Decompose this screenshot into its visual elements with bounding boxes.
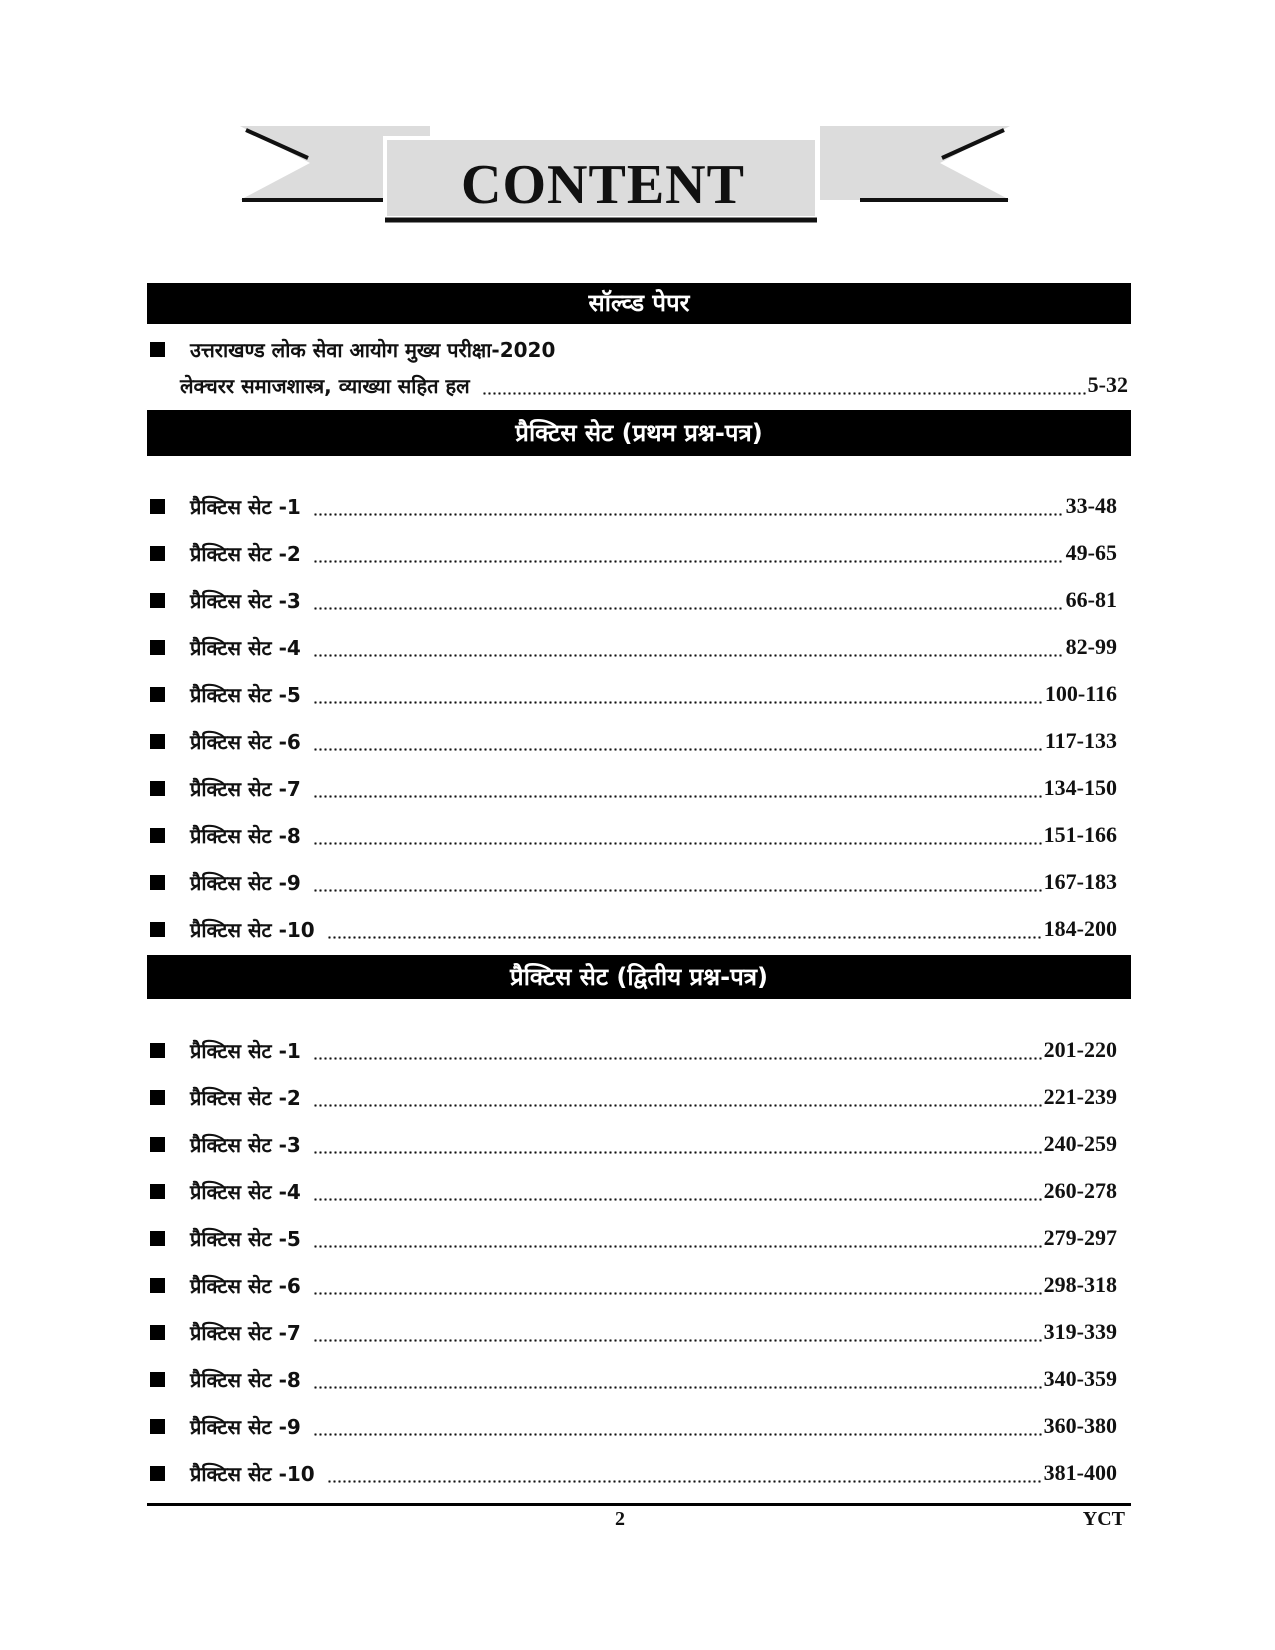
list-item[interactable] [150, 533, 1117, 573]
bullet-icon [150, 1325, 165, 1340]
list-item[interactable] [150, 1406, 1117, 1446]
entry-pages: 100-116 [1044, 681, 1117, 706]
list-item[interactable] [150, 909, 1117, 949]
list-item[interactable] [150, 1265, 1117, 1305]
entry-pages: 381-400 [1043, 1460, 1117, 1485]
list-item[interactable] [150, 1218, 1117, 1258]
bullet-icon [150, 922, 165, 937]
entry-label: प्रैक्टिस सेट -5 [190, 1226, 301, 1251]
list-item[interactable] [150, 580, 1117, 620]
entry-pages: 201-220 [1043, 1037, 1117, 1062]
entry-label: प्रैक्टिस सेट -5 [190, 682, 301, 707]
entry-pages: 279-297 [1043, 1225, 1117, 1250]
bullet-icon [150, 1278, 165, 1293]
bullet-icon [150, 1231, 165, 1246]
bullet-icon [150, 342, 165, 357]
entry-label: प्रैक्टिस सेट -1 [190, 494, 301, 519]
footer-brand: YCT [1082, 1508, 1125, 1530]
entry-label: प्रैक्टिस सेट -2 [190, 541, 301, 566]
leader-dots [313, 1386, 1042, 1389]
entry-pages: 167-183 [1043, 869, 1117, 894]
bullet-icon [150, 1419, 165, 1434]
section-header-second-paper: प्रैक्टिस सेट (द्वितीय प्रश्न-पत्र) [147, 955, 1131, 999]
entry-pages: 134-150 [1043, 775, 1117, 800]
page-title: CONTENT [461, 154, 745, 216]
footer-divider [147, 1503, 1131, 1506]
list-item[interactable] [150, 1124, 1117, 1164]
entry-pages: 66-81 [1065, 587, 1117, 612]
entry-label: प्रैक्टिस सेट -4 [190, 1179, 301, 1204]
list-item[interactable] [150, 1453, 1117, 1493]
list-item[interactable] [150, 627, 1117, 667]
leader-dots [313, 842, 1042, 845]
bullet-icon [150, 640, 165, 655]
entry-pages: 5-32 [1087, 372, 1128, 397]
entry-label: प्रैक्टिस सेट -10 [190, 917, 315, 942]
leader-dots [313, 701, 1043, 704]
leader-dots [313, 560, 1064, 563]
leader-dots [313, 607, 1064, 610]
leader-dots [313, 513, 1064, 516]
bullet-icon [150, 1043, 165, 1058]
list-item[interactable] [150, 862, 1117, 902]
leader-dots [313, 1057, 1042, 1060]
entry-pages: 221-239 [1043, 1084, 1117, 1109]
entry-label: प्रैक्टिस सेट -3 [190, 1132, 301, 1157]
bullet-icon [150, 499, 165, 514]
entry-subtitle: लेक्चरर समाजशास्त्र, व्याख्या सहित हल [180, 373, 470, 398]
list-item[interactable] [150, 815, 1117, 855]
list-item[interactable] [150, 768, 1117, 808]
list-item[interactable] [150, 486, 1117, 526]
entry-label: प्रैक्टिस सेट -7 [190, 776, 301, 801]
entry-pages: 117-133 [1044, 728, 1117, 753]
leader-dots [313, 1339, 1042, 1342]
entry-pages: 49-65 [1065, 540, 1117, 565]
leader-dots [313, 1292, 1042, 1295]
bullet-icon [150, 1184, 165, 1199]
entry-pages: 151-166 [1043, 822, 1117, 847]
bullet-icon [150, 1372, 165, 1387]
entry-pages: 298-318 [1043, 1272, 1117, 1297]
entry-label: प्रैक्टिस सेट -9 [190, 870, 301, 895]
leader-dots [313, 1151, 1042, 1154]
entry-pages: 319-339 [1043, 1319, 1117, 1344]
entry-pages: 240-259 [1043, 1131, 1117, 1156]
leader-dots [313, 795, 1042, 798]
entry-label: प्रैक्टिस सेट -10 [190, 1461, 315, 1486]
bullet-icon [150, 593, 165, 608]
section-header-solved-paper: सॉल्व्ड पेपर [147, 283, 1131, 324]
bullet-icon [150, 1466, 165, 1481]
list-item-solved-paper[interactable] [150, 332, 1128, 402]
entry-label: प्रैक्टिस सेट -6 [190, 1273, 301, 1298]
list-item[interactable] [150, 674, 1117, 714]
list-item[interactable] [150, 1359, 1117, 1399]
entry-label: प्रैक्टिस सेट -6 [190, 729, 301, 754]
entry-pages: 340-359 [1043, 1366, 1117, 1391]
list-item[interactable] [150, 1312, 1117, 1352]
bullet-icon [150, 734, 165, 749]
bullet-icon [150, 828, 165, 843]
entry-label: प्रैक्टिस सेट -9 [190, 1414, 301, 1439]
bullet-icon [150, 875, 165, 890]
entry-label: प्रैक्टिस सेट -2 [190, 1085, 301, 1110]
bullet-icon [150, 781, 165, 796]
bullet-icon [150, 687, 165, 702]
list-item[interactable] [150, 1077, 1117, 1117]
leader-dots [313, 654, 1064, 657]
entry-title: उत्तराखण्ड लोक सेवा आयोग मुख्य परीक्षा-2020 [190, 337, 556, 362]
leader-dots [313, 1198, 1042, 1201]
bullet-icon [150, 546, 165, 561]
leader-dots [313, 748, 1043, 751]
entry-label: प्रैक्टिस सेट -3 [190, 588, 301, 613]
entry-pages: 360-380 [1043, 1413, 1117, 1438]
entry-pages: 33-48 [1065, 493, 1117, 518]
entry-pages: 82-99 [1065, 634, 1117, 659]
entry-label: प्रैक्टिस सेट -8 [190, 823, 301, 848]
entry-label: प्रैक्टिस सेट -1 [190, 1038, 301, 1063]
leader-dots [313, 1245, 1042, 1248]
entry-label: प्रैक्टिस सेट -4 [190, 635, 301, 660]
leader-dots [482, 392, 1086, 395]
entry-pages: 184-200 [1043, 916, 1117, 941]
leader-dots [313, 1104, 1042, 1107]
entry-label: प्रैक्टिस सेट -7 [190, 1320, 301, 1345]
page-number: 2 [615, 1508, 625, 1530]
leader-dots [327, 936, 1042, 939]
entry-pages: 260-278 [1043, 1178, 1117, 1203]
bullet-icon [150, 1137, 165, 1152]
leader-dots [313, 1433, 1042, 1436]
list-item[interactable] [150, 721, 1117, 761]
section-header-first-paper: प्रैक्टिस सेट (प्रथम प्रश्न-पत्र) [147, 410, 1131, 456]
leader-dots [313, 889, 1042, 892]
entry-label: प्रैक्टिस सेट -8 [190, 1367, 301, 1392]
bullet-icon [150, 1090, 165, 1105]
list-item[interactable] [150, 1030, 1117, 1070]
leader-dots [327, 1480, 1042, 1483]
content-banner [240, 118, 1010, 238]
list-item[interactable] [150, 1171, 1117, 1211]
